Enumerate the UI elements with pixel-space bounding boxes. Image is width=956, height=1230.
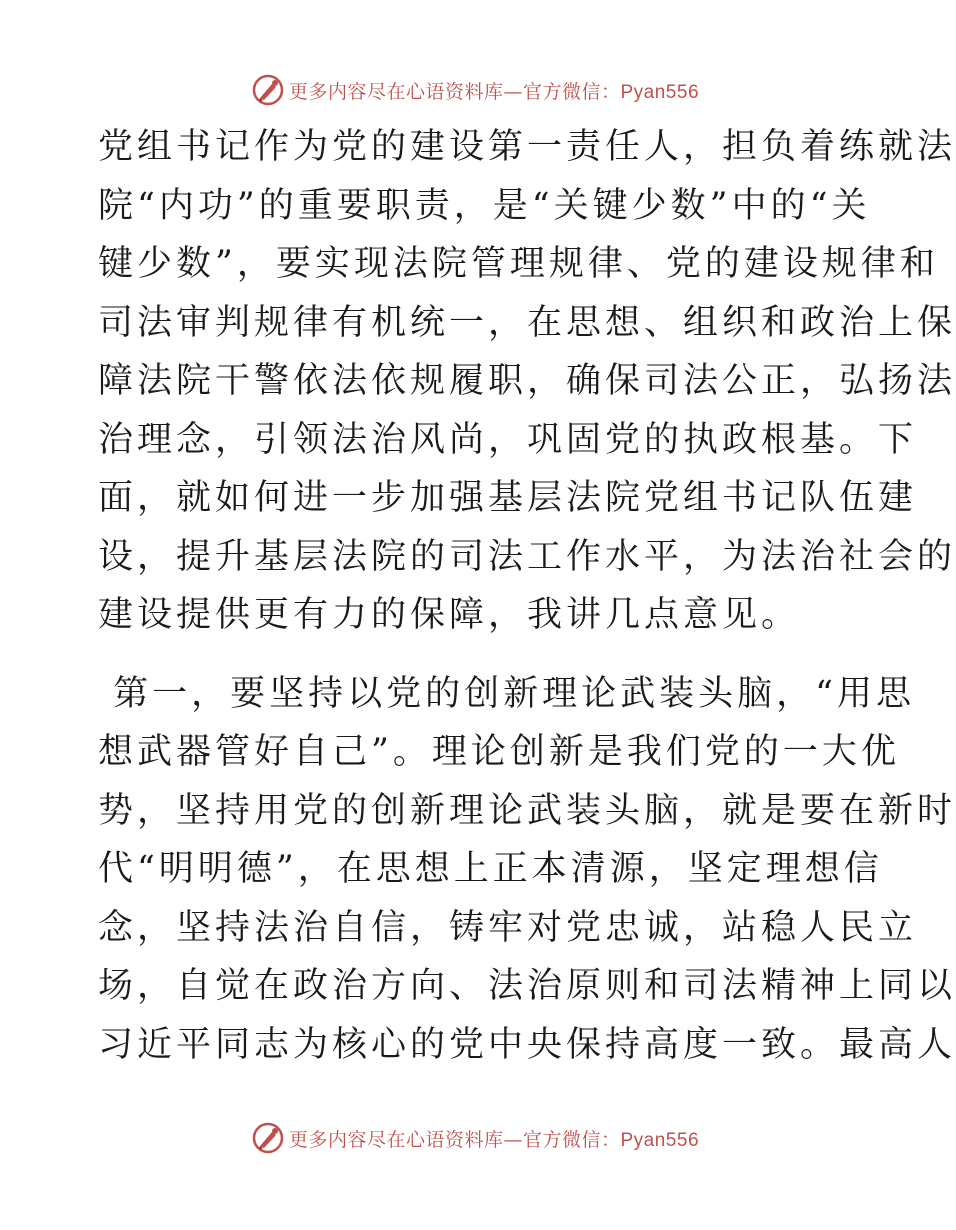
- text-line: 想武器管好自己”。理论创新是我们党的一大优: [98, 732, 900, 772]
- text-line: 建设提供更有力的保障，我讲几点意见。: [98, 595, 801, 635]
- pen-circle-logo-icon: [251, 73, 285, 107]
- text-line: 习近平同志为核心的党中央保持高度一致。最高人: [98, 1024, 956, 1065]
- text-line: 治理念，引领法治风尚，巩固党的执政根基。下: [98, 419, 918, 460]
- banner-main-text: 更多内容尽在心语资料库—官方微信：: [288, 80, 621, 103]
- paragraph-spacer: [98, 645, 858, 665]
- banner-main-text: 更多内容尽在心语资料库—官方微信：: [288, 1128, 621, 1151]
- paragraph-intro: [98, 118, 956, 645]
- banner-text: [289, 77, 699, 104]
- text-line: 面，就如何进一步加强基层法院党组书记队伍建: [98, 478, 918, 518]
- text-line: 司法审判规律有机统一，在思想、组织和政治上保: [98, 302, 956, 343]
- footer-banner: [0, 1118, 950, 1158]
- paragraph-first-point: [98, 665, 956, 1075]
- text-line: 第一，要坚持以党的创新理论武装头脑，“用思: [98, 673, 916, 714]
- text-line: 党组书记作为党的建设第一责任人，担负着练就法: [98, 127, 956, 167]
- text-line: 设，提升基层法院的司法工作水平，为法治社会的: [98, 536, 956, 577]
- pen-circle-logo-icon: [251, 1121, 285, 1155]
- text-line: 障法院干警依法依规履职，确保司法公正，弘扬法: [98, 361, 956, 401]
- banner-text: [289, 1125, 699, 1152]
- wechat-id: Pyan556: [620, 81, 700, 103]
- text-line: 代“明明德”，在思想上正本清源，坚定理想信: [98, 849, 883, 889]
- text-line: 势，坚持用党的创新理论武装头脑，就是要在新时: [98, 790, 956, 831]
- document-body: [98, 118, 956, 1074]
- text-line: 院“内功”的重要职责，是“关键少数”中的“关: [98, 185, 871, 226]
- text-line: 念，坚持法治自信，铸牢对党忠诚，站稳人民立: [98, 907, 918, 948]
- text-line: 场，自觉在政治方向、法治原则和司法精神上同以: [98, 966, 956, 1006]
- header-banner: [0, 70, 950, 110]
- wechat-id: Pyan556: [620, 1129, 700, 1151]
- text-line: 键少数”，要实现法院管理规律、党的建设规律和: [98, 244, 939, 284]
